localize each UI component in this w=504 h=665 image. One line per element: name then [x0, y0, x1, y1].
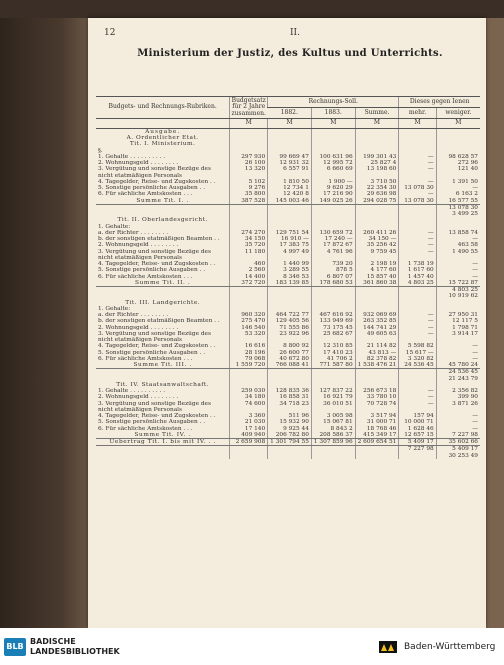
row-value: — — [399, 394, 436, 400]
row-label: b. der sonstigen etatmäßigen Beamten . . — [98, 318, 220, 325]
row-value: 49 605 63 — [355, 331, 399, 344]
row-value: — — [436, 343, 480, 349]
row-value: 73 175 45 — [311, 325, 355, 331]
row-label: 1. Gehalte . . . . . . . . . . — [98, 388, 166, 395]
blb-wordmark — [30, 637, 120, 657]
col-header-weniger: weniger. — [436, 108, 480, 119]
table-row — [96, 274, 480, 280]
row-value: 12 420 8 — [268, 191, 312, 197]
row-value: — — [399, 312, 436, 318]
row-value: — — [399, 179, 436, 185]
row-value: 26 100 — [230, 160, 268, 166]
sum-label: Summe Tit. IV. . — [96, 432, 230, 439]
row-value: 263 352 85 — [355, 318, 399, 324]
row-value: 15 932 90 — [268, 419, 312, 425]
section-roman: II. — [290, 28, 300, 38]
sum-subrow — [96, 446, 480, 453]
row-value: 25 682 67 — [311, 331, 355, 344]
row-value: 3 320 82 — [399, 356, 436, 362]
sum-value: 1 538 476 21 — [355, 362, 399, 369]
row-value: 70 728 74 — [355, 401, 399, 414]
row-value: 16 921 79 — [311, 394, 355, 400]
sum-value: 45 780 24 — [436, 362, 480, 369]
sum-value: 24 536 45 — [399, 362, 436, 369]
sum-label: Summe Tit. III. . — [96, 362, 230, 369]
row-value: 3 871 26 — [436, 401, 480, 414]
sum-subrow — [96, 204, 480, 211]
row-label: 5. Sonstige persönliche Ausgaben . . — [98, 185, 206, 192]
sum-value: 149 025 26 — [311, 198, 355, 205]
row-value: 21 030 — [230, 419, 268, 425]
row-value: 9 276 — [230, 185, 268, 191]
sum-subvalue: 13 078 30 — [436, 204, 480, 211]
row-value: 1 457 40 — [399, 274, 436, 280]
row-value: 130 659 72 — [311, 230, 355, 236]
row-value: 40 672 80 — [268, 356, 312, 362]
sum-value: 7 227 98 — [436, 432, 480, 439]
row-value: 1 738 19 — [399, 261, 436, 267]
row-value: 26 600 77 — [268, 350, 312, 356]
row-value: — — [399, 249, 436, 262]
row-label: 4. Tagegelder, Reise- und Zugskosten . . — [98, 413, 216, 420]
row-value: — — [399, 160, 436, 166]
table-row — [96, 401, 480, 414]
row-value: 9 759 45 — [355, 249, 399, 262]
row-value: 133 949 69 — [311, 318, 355, 324]
sum-subvalue: 4 803 25 — [436, 287, 480, 294]
row-value: — — [436, 419, 480, 425]
table-row — [96, 426, 480, 432]
row-label: 2. Wohnungsgeld . . . . . . . . — [98, 324, 179, 331]
row-value: 98 628 57 — [436, 154, 480, 160]
row-value: 1 810 50 — [268, 179, 312, 185]
sum-value: 766 088 41 — [268, 362, 312, 369]
row-value: 17 140 — [230, 426, 268, 432]
col-header-dieses-gegen: Dieses gegen Ienen — [399, 97, 480, 108]
row-label: 1. Gehalte: — [98, 223, 131, 230]
row-value: 36 010 51 — [311, 401, 355, 414]
row-value: 33 780 10 — [355, 394, 399, 400]
table-row — [96, 267, 480, 273]
row-value: 5 102 — [230, 179, 268, 185]
row-value: 121 40 — [436, 166, 480, 179]
row-value: — — [436, 274, 480, 280]
table-row — [96, 419, 480, 425]
row-value: 146 540 — [230, 325, 268, 331]
sum-value: 16 577 55 — [436, 198, 480, 205]
row-value: 272 96 — [436, 160, 480, 166]
row-label: 1. Gehalte: — [98, 305, 131, 312]
row-value: 79 068 — [230, 356, 268, 362]
section-heading: Tit. II. Oberlandesgericht. — [117, 217, 208, 224]
row-value: 12 117 5 — [436, 318, 480, 324]
row-value: 100 631 96 — [311, 154, 355, 160]
row-value: 1 440 99 — [268, 261, 312, 267]
sum-value: 2 609 654 51 — [355, 439, 399, 446]
carry-row — [96, 439, 480, 446]
row-value: 9 620 29 — [311, 185, 355, 191]
row-value: 14 400 — [230, 274, 268, 280]
row-value: — — [436, 185, 480, 191]
row-value: 8 800 92 — [268, 343, 312, 349]
row-value: 6 557 91 — [268, 166, 312, 179]
row-value: — — [399, 230, 436, 236]
unit-mark: M — [230, 119, 268, 128]
sum-row — [96, 280, 480, 287]
row-value: 3 517 94 — [355, 413, 399, 419]
row-value: 13 078 30 — [399, 185, 436, 191]
row-value: 12 310 85 — [311, 343, 355, 349]
sum-value: 409 940 — [230, 432, 268, 439]
row-value: 9 925 44 — [268, 426, 312, 432]
sum-value: 15 722 87 — [436, 280, 480, 287]
row-value: 13 858 74 — [436, 230, 480, 236]
row-value: 25 827 4 — [355, 160, 399, 166]
sum-value: 771 587 80 — [311, 362, 355, 369]
row-value: — — [399, 154, 436, 160]
row-value: 35 256 42 — [355, 242, 399, 248]
row-value: 2 356 82 — [436, 388, 480, 394]
row-label: 6. Für sächliche Amtskosten . . . — [98, 191, 193, 198]
sum-subrow — [96, 453, 480, 459]
sum-value: 1 307 859 96 — [311, 439, 355, 446]
row-value: 29 636 98 — [355, 191, 399, 197]
row-label: 3. Vergütung und sonstige Bezüge des nicht etatmäßigen Personals — [98, 166, 211, 179]
bw-wordmark: Baden-Württemberg — [404, 642, 496, 652]
row-value: 399 90 — [436, 394, 480, 400]
section-heading: Tit. I. Ministerium. — [129, 141, 196, 148]
row-value: 1 628 46 — [399, 426, 436, 432]
row-value: 4 997 49 — [268, 249, 312, 262]
sum-subvalue: 7 227 98 — [399, 446, 436, 453]
row-label: 6. Für sächliche Amtskosten . . . — [98, 273, 193, 280]
row-value: — — [436, 267, 480, 273]
row-value: 35 720 — [230, 242, 268, 248]
row-value: 27 950 31 — [436, 312, 480, 318]
row-label: 5. Sonstige persönliche Ausgaben . . — [98, 349, 206, 356]
row-value: 21 114 82 — [355, 343, 399, 349]
sum-subrow — [96, 369, 480, 376]
blb-logo-icon: BLB — [4, 638, 26, 656]
section-heading: Tit. III. Landgerichte. — [125, 299, 201, 306]
row-value: 3 360 — [230, 413, 268, 419]
row-value: — — [399, 331, 436, 344]
row-label: 3. Vergütung und sonstige Bezüge des nicht etatmäßigen Personals — [98, 248, 211, 261]
row-label: 5. Sonstige persönliche Ausgaben . . — [98, 267, 206, 274]
col-header-mehr: mehr. — [399, 108, 436, 119]
row-label: a. der Richter . . . . . . . . — [98, 312, 169, 319]
row-value: 511 96 — [268, 413, 312, 419]
sum-value: 35 602 66 — [436, 439, 480, 446]
row-value: 144 741 29 — [355, 325, 399, 331]
sum-value: 294 028 75 — [355, 198, 399, 205]
row-value: 3 289 55 — [268, 267, 312, 273]
row-value: — — [436, 426, 480, 432]
row-value: 17 240 — — [311, 236, 355, 242]
sum-row — [96, 362, 480, 369]
table-row — [96, 166, 480, 179]
row-value: 129 751 54 — [268, 230, 312, 236]
sum-value: 208 586 37 — [311, 432, 355, 439]
row-value: — — [436, 236, 480, 242]
row-label: 1. Gehalte . . . . . . . . . . — [98, 153, 166, 160]
row-value: 467 616 92 — [311, 312, 355, 318]
row-value: 1 391 50 — [436, 179, 480, 185]
row-label: 2. Wohnungsgeld . . . . . . . . — [98, 242, 179, 249]
row-value: — — [399, 242, 436, 248]
row-value: 3 914 17 — [436, 331, 480, 344]
row-value: 34 718 23 — [268, 401, 312, 414]
row-value: 1 490 55 — [436, 249, 480, 262]
row-value: 6 163 2 — [436, 191, 480, 197]
row-value: 11 180 — [230, 249, 268, 262]
row-value: 274 270 — [230, 230, 268, 236]
row-label: 2. Wohnungsgeld . . . . . . . . — [98, 394, 179, 401]
row-value: 2 560 — [230, 267, 268, 273]
row-value: — — [399, 166, 436, 179]
row-value: 6 660 69 — [311, 166, 355, 179]
row-value: 22 354 30 — [355, 185, 399, 191]
row-value: 82 378 82 — [355, 356, 399, 362]
col-header-budgetsatz: Budgetsatz für 2 Jahre zusammen. — [231, 97, 266, 117]
row-value: 3 005 98 — [311, 413, 355, 419]
sum-value: 206 782 80 — [268, 432, 312, 439]
row-value: — — [399, 318, 436, 324]
sum-subvalue: 30 253 49 — [436, 453, 480, 459]
sum-subvalue: 3 499 25 — [436, 211, 480, 217]
row-value: 5 598 82 — [399, 343, 436, 349]
table-row — [96, 249, 480, 262]
unit-mark: M — [436, 119, 480, 128]
page-number: 12 — [104, 28, 116, 38]
sum-row — [96, 198, 480, 205]
row-value: — — [399, 325, 436, 331]
row-value: 463 58 — [436, 242, 480, 248]
row-value: 8 843 2 — [311, 426, 355, 432]
row-label: §. — [98, 147, 103, 154]
col-header-rubriken: Budgets- und Rechnungs-Rubriken. — [96, 97, 230, 119]
book-edge-right — [486, 18, 504, 628]
unit-mark: M — [399, 119, 436, 128]
row-value: 4 761 96 — [311, 249, 355, 262]
sum-value: 178 680 53 — [311, 280, 355, 287]
row-value: 297 930 — [230, 154, 268, 160]
sum-subvalue: 21 243 79 — [436, 376, 480, 382]
row-value: — — [436, 413, 480, 419]
sum-value: 145 003 46 — [268, 198, 312, 205]
sum-value: 2 659 908 — [230, 439, 268, 446]
row-value: 460 — [230, 261, 268, 267]
section-heading: A. Ordentlicher Etat. — [126, 135, 199, 142]
row-value: 13 320 — [230, 166, 268, 179]
row-value: 739 20 — [311, 261, 355, 267]
sum-label: Summe Tit. I. . — [96, 198, 230, 205]
row-label: 5. Sonstige persönliche Ausgaben . . — [98, 419, 206, 426]
row-label: b. der sonstigen etatmäßigen Beamten . . — [98, 236, 220, 243]
row-value: 35 800 — [230, 191, 268, 197]
sum-label: Uebertrag Tit. I. bis mit IV. . . — [96, 439, 230, 446]
col-header-rechnungs-soll: Rechnungs-Soll. — [268, 97, 399, 108]
row-value: 3 710 50 — [355, 179, 399, 185]
baden-wuerttemberg-crest-icon — [378, 639, 398, 655]
row-value: 1 798 71 — [436, 325, 480, 331]
row-value: 127 837 22 — [311, 388, 355, 394]
row-value: 12 734 1 — [268, 185, 312, 191]
section-heading: Ausgabe. — [145, 128, 181, 135]
row-value: 932 069 69 — [355, 312, 399, 318]
row-label: 2. Wohnungsgeld . . . . . . . . — [98, 160, 179, 167]
row-value: 53 320 — [230, 331, 268, 344]
sum-value: 1 559 720 — [230, 362, 268, 369]
row-value: 1 617 60 — [399, 267, 436, 273]
row-value: — — [436, 350, 480, 356]
sum-value: 5 409 17 — [399, 439, 436, 446]
table-row — [96, 331, 480, 344]
page-title: Ministerium der Justiz, des Kultus und Unterrichts. — [137, 48, 443, 59]
table-row — [96, 350, 480, 356]
sum-subvalue: 5 409 17 — [436, 446, 480, 453]
row-label: 4. Tagegelder, Reise- und Zugskosten . . — [98, 261, 216, 268]
budget-table — [96, 96, 480, 459]
row-label: 3. Vergütung und sonstige Bezüge des nicht etatmäßigen Personals — [98, 400, 211, 413]
row-value: 23 922 96 — [268, 331, 312, 344]
table-row — [96, 343, 480, 349]
row-value: 18 768 46 — [355, 426, 399, 432]
row-value: 878 5 — [311, 267, 355, 273]
row-value: 99 669 47 — [268, 154, 312, 160]
sum-subrow — [96, 287, 480, 294]
row-value: 16 910 — — [268, 236, 312, 242]
row-value: 8 346 53 — [268, 274, 312, 280]
row-value: 15 857 40 — [355, 274, 399, 280]
row-label: a. der Richter . . . . . . . . — [98, 229, 169, 236]
sum-value: 12 657 15 — [399, 432, 436, 439]
row-value: 31 000 71 — [355, 419, 399, 425]
row-value: — — [436, 356, 480, 362]
sum-label: Summe Tit. II. . — [96, 280, 230, 287]
sum-value: 361 860 38 — [355, 280, 399, 287]
section-heading-row — [96, 128, 480, 135]
sum-value: 4 803 25 — [399, 280, 436, 287]
sum-subvalue: 10 919 62 — [436, 293, 480, 299]
row-value: 960 320 — [230, 312, 268, 318]
col-header-summe: Summe. — [355, 108, 399, 119]
row-value: 17 383 75 — [268, 242, 312, 248]
row-value: 12 931 32 — [268, 160, 312, 166]
sum-value: 387 528 — [230, 198, 268, 205]
table-body — [96, 128, 480, 459]
row-value: 259 030 — [230, 388, 268, 394]
row-label: 6. Für sächliche Amtskosten . . . — [98, 425, 193, 432]
row-value: 2 198 19 — [355, 261, 399, 267]
sum-value: 183 139 85 — [268, 280, 312, 287]
row-label: 6. Für sächliche Amtskosten . . . — [98, 355, 193, 362]
col-header-year2: 1883. — [311, 108, 355, 119]
unit-mark: M — [311, 119, 355, 128]
unit-mark: M — [355, 119, 399, 128]
row-value: 4 177 60 — [355, 267, 399, 273]
row-value: 1 900 — — [311, 179, 355, 185]
row-label: 4. Tagegelder, Reise- und Zugskosten . . — [98, 178, 216, 185]
row-value: — — [436, 261, 480, 267]
row-value: — — [399, 191, 436, 197]
sum-value: 1 301 794 55 — [268, 439, 312, 446]
row-value: — — [399, 388, 436, 394]
section-heading: Tit. IV. Staatsanwaltschaft. — [116, 381, 210, 388]
row-value: 128 835 36 — [268, 388, 312, 394]
row-value: 10 000 71 — [399, 419, 436, 425]
sum-value: 415 349 17 — [355, 432, 399, 439]
row-value: 41 706 2 — [311, 356, 355, 362]
row-value: 464 722 77 — [268, 312, 312, 318]
row-label: 4. Tagegelder, Reise- und Zugskosten . . — [98, 343, 216, 350]
sum-value: 372 720 — [230, 280, 268, 287]
row-value: 260 411 26 — [355, 230, 399, 236]
sum-value: 13 078 30 — [399, 198, 436, 205]
row-value: 17 872 67 — [311, 242, 355, 248]
row-value: 16 858 31 — [268, 394, 312, 400]
row-value: — — [399, 401, 436, 414]
row-value: 199 301 43 — [355, 154, 399, 160]
row-value: 13 198 60 — [355, 166, 399, 179]
row-value: 129 405 56 — [268, 318, 312, 324]
row-value: 74 600 — [230, 401, 268, 414]
row-value: 34 180 — [230, 394, 268, 400]
row-value: 15 067 81 — [311, 419, 355, 425]
book-binding-left — [0, 18, 88, 628]
sum-subvalue: 24 536 45 — [436, 369, 480, 376]
row-value: 16 616 — [230, 343, 268, 349]
row-value: 34 150 — — [355, 236, 399, 242]
row-value: 256 673 18 — [355, 388, 399, 394]
row-value: 6 807 07 — [311, 274, 355, 280]
blb-line1: BADISCHE — [30, 637, 76, 646]
row-value: 17 410 23 — [311, 350, 355, 356]
sum-row — [96, 432, 480, 439]
row-value: 17 216 90 — [311, 191, 355, 197]
row-value: 12 995 72 — [311, 160, 355, 166]
row-value: 15 617 — — [399, 350, 436, 356]
row-value: 157 94 — [399, 413, 436, 419]
row-label: 3. Vergütung und sonstige Bezüge des nicht etatmäßigen Personals — [98, 330, 211, 344]
blb-line2: LANDESBIBLIOTHEK — [30, 647, 120, 656]
row-value: 28 196 — [230, 350, 268, 356]
unit-mark: M — [268, 119, 312, 128]
row-value: 34 150 — [230, 236, 268, 242]
row-value: 43 813 — — [355, 350, 399, 356]
row-value: 275 470 — [230, 318, 268, 324]
row-value: — — [399, 236, 436, 242]
row-value: 71 555 86 — [268, 325, 312, 331]
col-header-year1: 1882. — [268, 108, 312, 119]
